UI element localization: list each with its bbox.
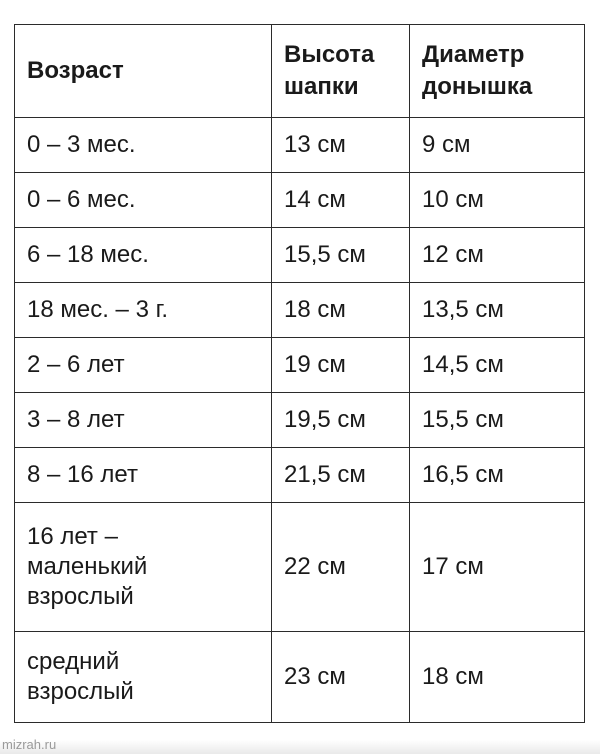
table-row: [15, 173, 585, 228]
cell-hat-height: 15,5 см: [272, 228, 410, 283]
cell-age: средний взрослый: [15, 632, 272, 723]
header-row: [15, 25, 585, 118]
cell-age: 18 мес. – 3 г.: [15, 283, 272, 338]
cell-hat-height: 23 см: [272, 632, 410, 723]
table-row: [15, 228, 585, 283]
cell-age: 6 – 18 мес.: [15, 228, 272, 283]
cell-crown-diameter: 16,5 см: [410, 448, 585, 503]
cell-hat-height: 19 см: [272, 338, 410, 393]
size-table-container: [14, 24, 584, 740]
cell-age: 2 – 6 лет: [15, 338, 272, 393]
cell-age: 16 лет – маленький взрослый: [15, 503, 272, 632]
cell-hat-height: 22 см: [272, 503, 410, 632]
table-row: [15, 283, 585, 338]
table-row: [15, 338, 585, 393]
cell-crown-diameter: 17 см: [410, 503, 585, 632]
cell-hat-height: 13 см: [272, 118, 410, 173]
cell-hat-height: 14 см: [272, 173, 410, 228]
watermark: mizrah.ru: [2, 737, 57, 752]
cell-crown-diameter: 9 см: [410, 118, 585, 173]
cell-age: 0 – 3 мес.: [15, 118, 272, 173]
cell-crown-diameter: 14,5 см: [410, 338, 585, 393]
header-hat-height: Высота шапки: [272, 25, 410, 118]
table-row: [15, 448, 585, 503]
cell-age: 8 – 16 лет: [15, 448, 272, 503]
bottom-shadow-band: [0, 740, 600, 754]
header-crown-diameter: Диаметр донышка: [410, 25, 585, 118]
cell-hat-height: 18 см: [272, 283, 410, 338]
cell-hat-height: 19,5 см: [272, 393, 410, 448]
table-row: [15, 118, 585, 173]
cell-crown-diameter: 15,5 см: [410, 393, 585, 448]
table-row: [15, 632, 585, 723]
cell-crown-diameter: 13,5 см: [410, 283, 585, 338]
cell-crown-diameter: 10 см: [410, 173, 585, 228]
cell-age: 3 – 8 лет: [15, 393, 272, 448]
table-row: [15, 393, 585, 448]
cell-crown-diameter: 12 см: [410, 228, 585, 283]
size-table: [14, 24, 585, 723]
cell-hat-height: 21,5 см: [272, 448, 410, 503]
table-row: [15, 503, 585, 632]
header-age: Возраст: [15, 25, 272, 118]
cell-crown-diameter: 18 см: [410, 632, 585, 723]
cell-age: 0 – 6 мес.: [15, 173, 272, 228]
